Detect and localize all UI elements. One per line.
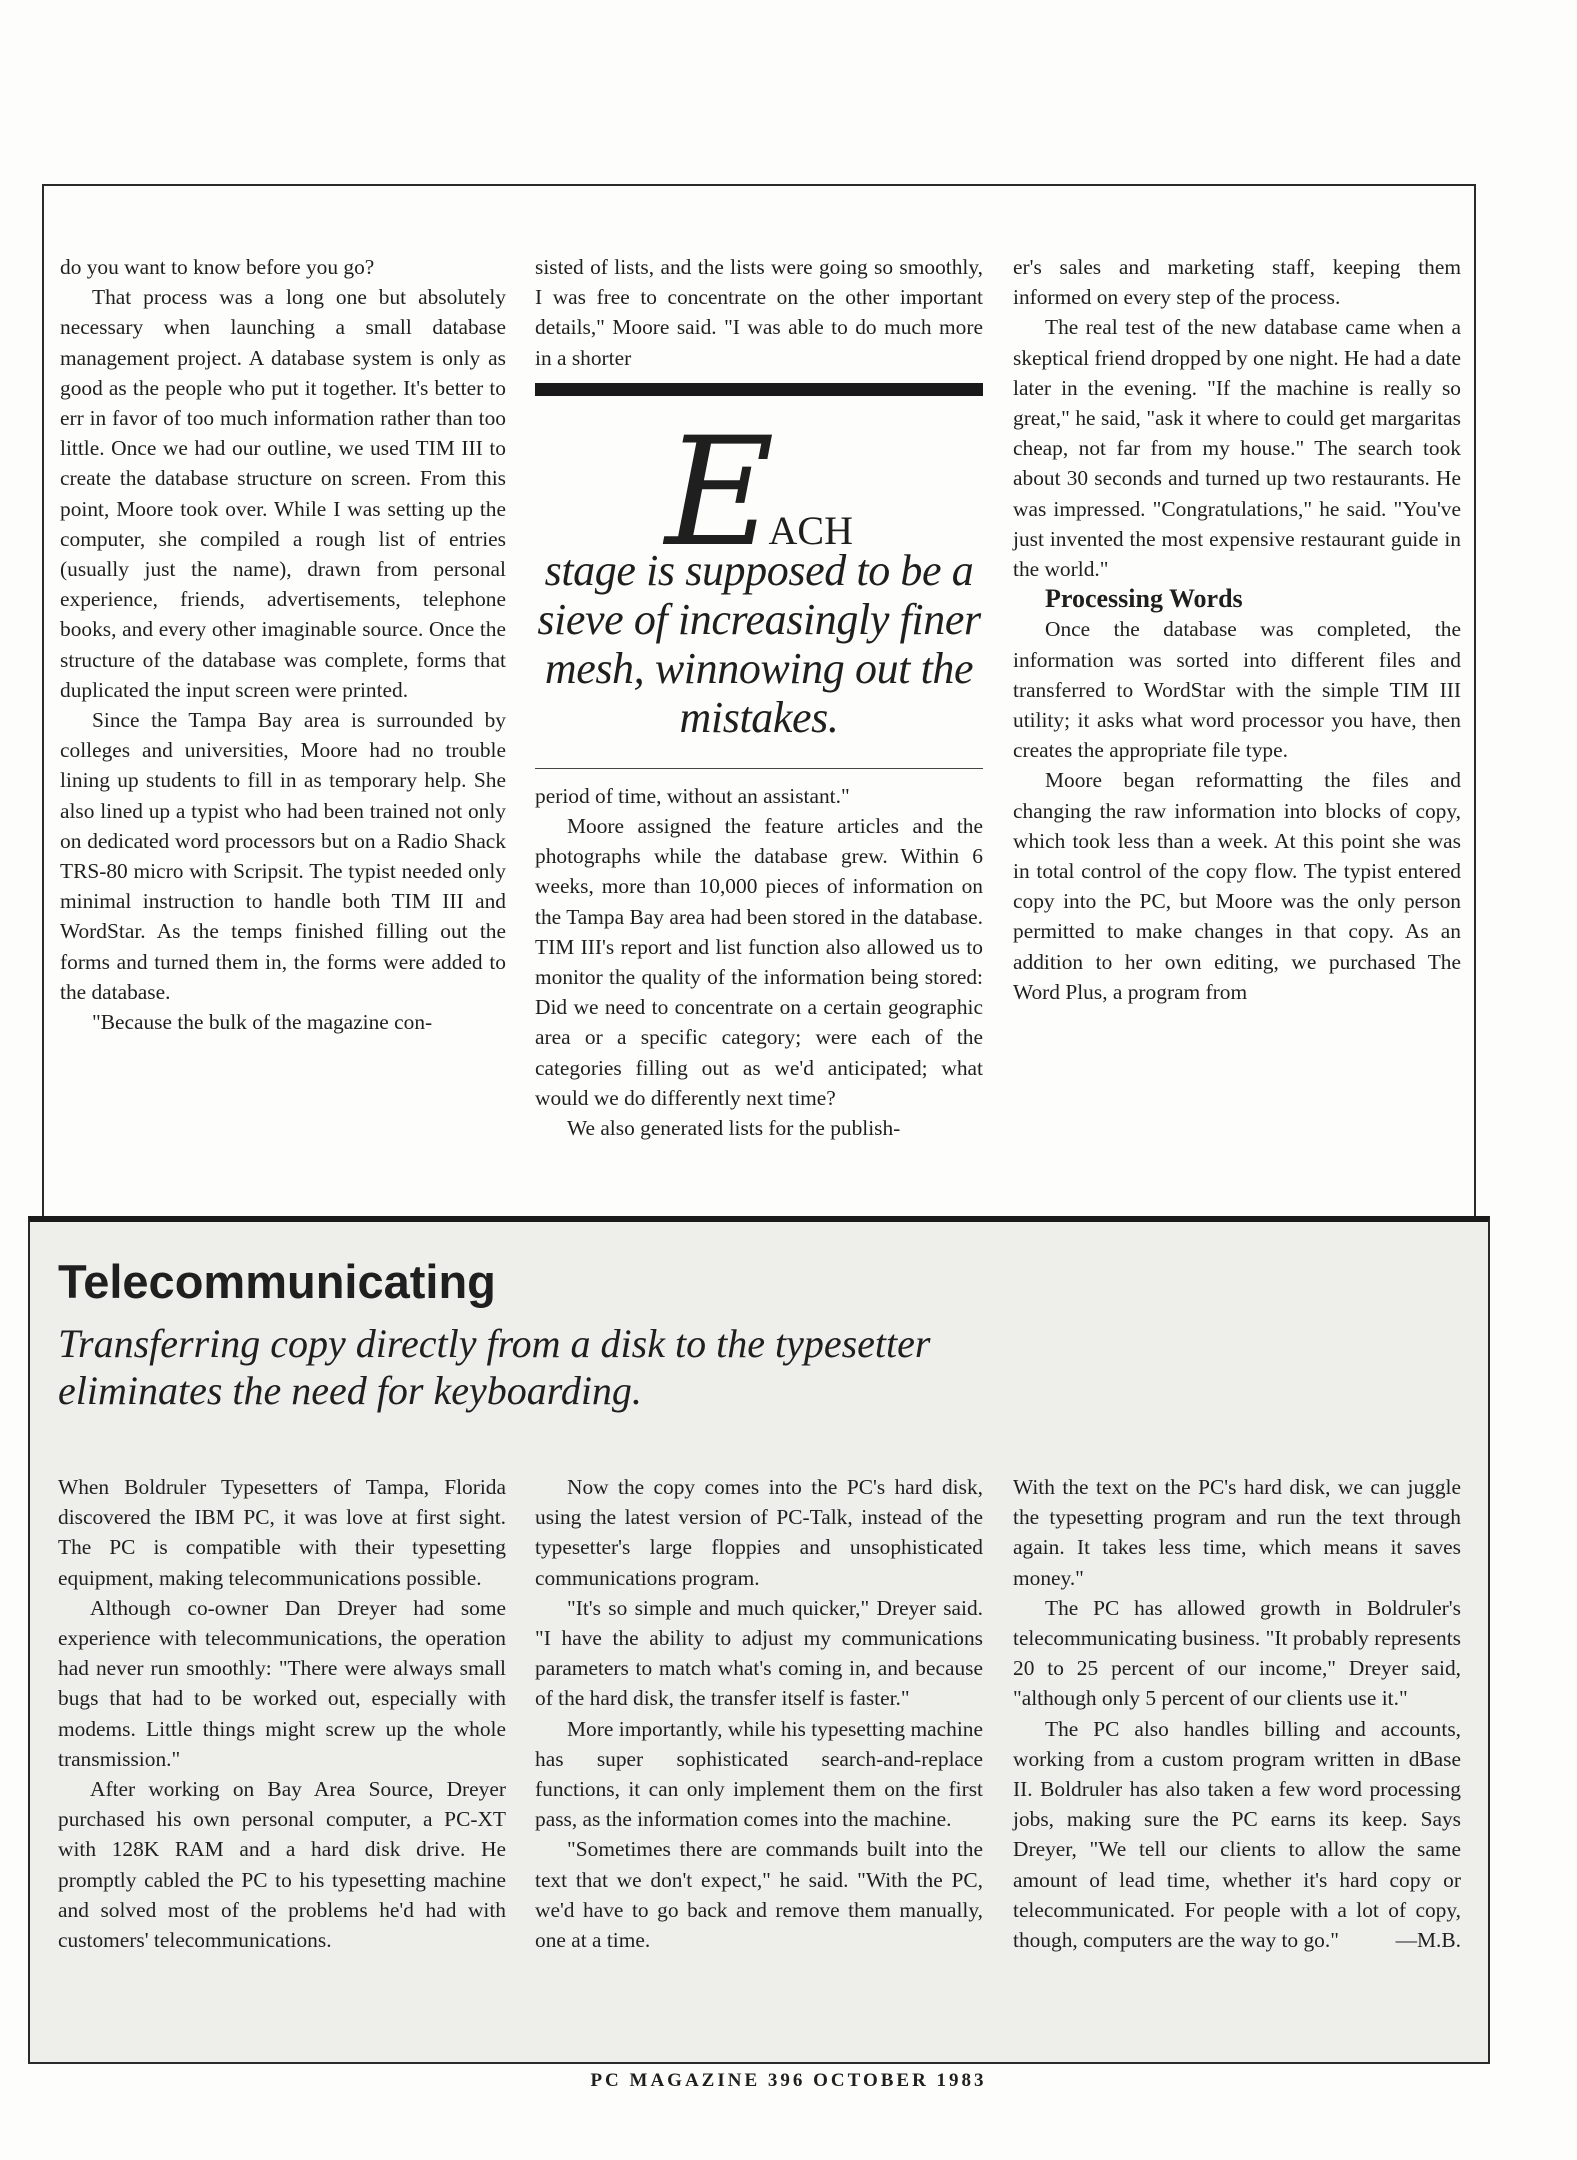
author-signature: —M.B.	[1395, 1928, 1461, 1953]
paragraph: Moore began reformatting the files and changing the raw information into blocks of copy, which took less than a week. At this point she was in total control of the copy flow. The typist entered copy into the PC, but Moore was the only person permitted to make changes in that copy. As an addition to her own editing, we purchased The Word Plus, a program from	[1013, 768, 1461, 1004]
pull-quote-rule-bottom	[535, 768, 983, 769]
pull-quote	[535, 383, 983, 769]
paragraph: With the text on the PC's hard disk, we can juggle the typesetting program and run the text through again. It takes less time, which means it saves money."	[1013, 1475, 1461, 1590]
paragraph: The PC has allowed growth in Boldruler's telecommunicating business. "It probably represents 20 to 25 percent of our income," Dreyer said, "although only 5 percent of our clients use it."	[1013, 1595, 1461, 1711]
paragraph: Once the database was completed, the information was sorted into different files and transferred to WordStar with the simple TIM III utility; it asks what word processor you have, then creates the appropriate file type.	[1013, 617, 1461, 763]
page-footer: PC MAGAZINE 396 OCTOBER 1983	[590, 2070, 987, 2091]
drop-cap-letter: E	[665, 405, 769, 580]
paragraph: "It's so simple and much quicker," Dreyer said. "I have the ability to adjust my communications parameters to match what's coming in, and because of the hard disk, the transfer itself is faster."	[535, 1595, 983, 1711]
article-column-2	[535, 252, 983, 1143]
paragraph: The real test of the new database came when a skeptical friend dropped by one night. He had a date later in the evening. "If the machine is really so great," he said, "ask it where to could get margaritas cheap, not far from my house." The search took about 30 seconds and turned up two restaurants. He was impressed. "Congratulations," he said. "You've just invented the most expensive restaurant guide in the world."	[1013, 315, 1461, 582]
sidebar-column-2	[535, 1472, 983, 1955]
paragraph: That process was a long one but absolutely necessary when launching a small database management project. A database system is only as good as the people who put it together. It's better to err in favor of too much information rather than too little. Once we had our outline, we used TIM III to create the database structure on screen. From this point, Moore took over. While I was setting up the computer, she compiled a rough list of entries (usually just the name), drawn from personal experience, friends, advertisements, telephone books, and every other imaginable source. Once the structure of the database was complete, forms that duplicated the input screen were printed.	[60, 285, 506, 702]
article-column-1	[60, 252, 506, 1037]
paragraph-text: The PC also handles billing and accounts, working from a custom program written in dBase II. Boldruler has also taken a few word processing jobs, making sure the PC earns its keep. Says Dreyer, "We tell our clients to allow the same amount of lead time, whether it's hard copy or telecommunicated. For people with a lot of copy, though, computers are the way to go."	[1013, 1716, 1461, 1953]
paragraph: Although co-owner Dan Dreyer had some experience with telecommunications, the operation had never run smoothly: "There were always small bugs that had to be worked out, especially with modems. Little things might screw up the whole transmission."	[58, 1595, 506, 1771]
paragraph: When Boldruler Typesetters of Tampa, Florida discovered the IBM PC, it was love at first sight. The PC is compatible with their typesetting equipment, making telecommunications possible.	[58, 1475, 506, 1590]
sidebar-title: Telecommunicating	[58, 1255, 496, 1308]
drop-cap-rest: ACH	[768, 507, 853, 553]
paragraph: Moore assigned the feature articles and the photographs while the database grew. Within 6 weeks, more than 10,000 pieces of information on the Tampa Bay area had been stored in the database. TIM III's report and list function also allowed us to monitor the quality of the information being stored: Did we need to concentrate on a certain geographic area or a specific category; were each of the categories filling out as we'd anticipated; what would we do differently next time?	[535, 814, 983, 1110]
paragraph: Now the copy comes into the PC's hard disk, using the latest version of PC-Talk, instead of the typesetter's large floppies and unsophisticated communications program.	[535, 1475, 983, 1590]
paragraph: do you want to know before you go?	[60, 255, 375, 279]
pull-quote-drop-cap	[535, 405, 983, 580]
pull-quote-text: stage is supposed to be a sieve of increasingly finer mesh, winnowing out the mistakes.	[537, 545, 981, 742]
sidebar-subtitle: Transferring copy directly from a disk to the typesetter eliminates the need for keyboarding.	[58, 1321, 931, 1413]
paragraph: "Sometimes there are commands built into the text that we don't expect," he said. "With the PC, we'd have to go back and remove them manually, one at a time.	[535, 1837, 983, 1953]
paragraph: "Because the bulk of the magazine con-	[92, 1010, 433, 1035]
paragraph: We also generated lists for the publish-	[567, 1116, 901, 1141]
paragraph: er's sales and marketing staff, keeping them informed on every step of the process.	[1013, 255, 1461, 310]
paragraph: After working on Bay Area Source, Dreyer purchased his own personal computer, a PC-XT with 128K RAM and a hard disk drive. He promptly cabled the PC to his typesetting machine and solved most of the problems he'd had with customers' telecommunications.	[58, 1777, 506, 1953]
paragraph: sisted of lists, and the lists were going so smoothly, I was free to concentrate on the other important details," Moore said. "I was able to do much more in a shorter	[535, 255, 983, 370]
article-column-3	[1013, 252, 1461, 1007]
paragraph	[1013, 1714, 1461, 1956]
pull-quote-rule-top	[535, 383, 983, 396]
paragraph: Since the Tampa Bay area is surrounded by colleges and universities, Moore had no trouble lining up students to fill in as temporary help. She also lined up a typist who had been trained not only on dedicated word processors but on a Radio Shack TRS-80 micro with Scripsit. The typist needed only minimal instruction to handle both TIM III and WordStar. As the temps finished filling out the forms and turned them in, the forms were added to the database.	[60, 708, 506, 1004]
sidebar-column-1	[58, 1472, 506, 1955]
subhead: Processing Words	[1045, 584, 1243, 614]
paragraph: More importantly, while his typesetting machine has super sophisticated search-and-replace functions, it can only implement them on the first pass, as the information comes into the machine.	[535, 1716, 983, 1832]
sidebar-column-3	[1013, 1472, 1461, 1955]
paragraph: period of time, without an assistant."	[535, 783, 850, 808]
